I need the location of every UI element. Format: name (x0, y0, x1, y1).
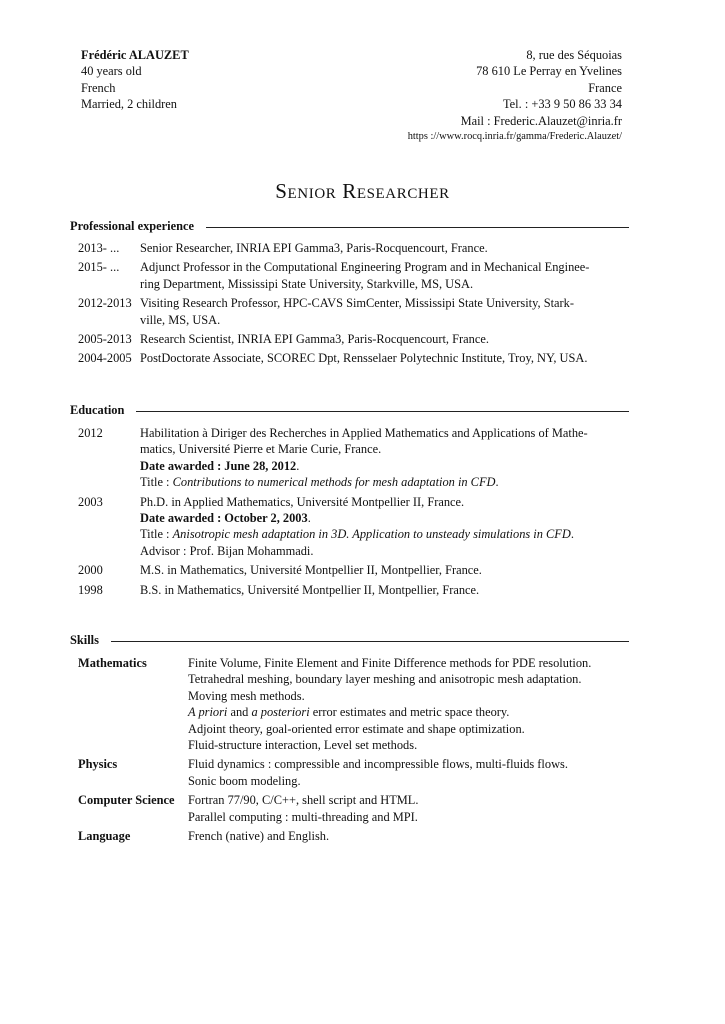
entry-line: Title : Contributions to numerical methods for mesh adaptation in CFD. (140, 475, 499, 490)
section-rule (206, 227, 629, 228)
entry-line: Date awarded : June 28, 2012. (140, 458, 300, 473)
list-item (78, 350, 629, 366)
list-item (78, 259, 629, 292)
skill-line: Fluid-structure interaction, Level set methods. (188, 738, 418, 753)
list-item (78, 425, 629, 491)
skill-category: Computer Science (78, 793, 175, 808)
entry-description (140, 350, 629, 366)
person-family: Married, 2 children (81, 97, 177, 112)
entry-line: Senior Researcher, INRIA EPI Gamma3, Paris-Rocquencourt, France. (140, 241, 488, 255)
person-name: Frédéric ALAUZET (81, 48, 189, 62)
entry-line: Research Scientist, INRIA EPI Gamma3, Paris-Rocquencourt, France. (140, 332, 489, 347)
entry-line: B.S. in Mathematics, Université Montpellier II, Montpellier, France. (140, 582, 480, 597)
entry-line: ville, MS, USA. (140, 312, 221, 327)
entry-years: 2003 (78, 494, 103, 509)
date-awarded: Date awarded : October 2, 2003 (140, 511, 308, 526)
list-item (78, 792, 629, 825)
date-awarded: Date awarded : June 28, 2012 (140, 458, 297, 473)
skill-line: Fortran 77/90, C/C++, shell script and HTML. (188, 793, 419, 808)
skill-description (188, 655, 629, 753)
list-item (78, 240, 629, 256)
entry-years: 2012 (78, 426, 103, 440)
section-heading-experience (70, 218, 629, 234)
skills-list (78, 655, 629, 847)
skill-description (188, 756, 629, 789)
address-line-1: 8, rue des Séquoias (526, 48, 622, 62)
entry-years: 2015- ... (78, 260, 120, 275)
entry-description (140, 494, 629, 560)
email: Mail : Frederic.Alauzet@inria.fr (460, 113, 622, 128)
contact-info (408, 47, 622, 145)
section-title: Education (70, 403, 125, 417)
person-age: 40 years old (81, 64, 142, 79)
homepage-url: https ://www.rocq.inria.fr/gamma/Frederic.Alauzet/ (407, 131, 622, 143)
address-country: France (588, 80, 622, 95)
list-item (78, 828, 629, 844)
entry-line: Visiting Research Professor, HPC-CAVS SimCenter, Mississipi State University, Stark- (140, 296, 574, 311)
emphasis-a-priori: A priori (188, 705, 228, 720)
list-item (78, 494, 629, 560)
skill-line: Sonic boom modeling. (188, 773, 301, 788)
list-item (78, 582, 629, 598)
skill-description (188, 792, 629, 825)
skill-description (188, 828, 629, 844)
skill-line: Moving mesh methods. (188, 688, 305, 703)
entry-years: 2013- ... (78, 241, 120, 255)
entry-years: 1998 (78, 582, 103, 597)
entry-line: Habilitation à Diriger des Recherches in Applied Mathematics and Applications of Mathe- (140, 426, 588, 440)
thesis-title: Anisotropic mesh adaptation in 3D. Application to unsteady simulations in CFD (172, 527, 571, 542)
address-line-2: 78 610 Le Perray en Yvelines (476, 64, 622, 79)
list-item (78, 295, 629, 328)
skill-line: Parallel computing : multi-threading and MPI. (188, 809, 418, 824)
entry-line: M.S. in Mathematics, Université Montpellier II, Montpellier, France. (140, 563, 482, 578)
emphasis-a-posteriori: a posteriori (251, 705, 310, 720)
skill-line-rest: error estimates and metric space theory. (309, 705, 510, 720)
list-item (78, 331, 629, 347)
skill-category: Language (78, 829, 131, 844)
title-prefix: Title : (140, 475, 173, 490)
section-heading-skills (70, 632, 629, 648)
skill-category: Physics (78, 757, 118, 772)
personal-info (81, 47, 189, 113)
conjunction: and (227, 705, 252, 720)
entry-description (140, 562, 629, 578)
list-item (78, 655, 629, 753)
entry-years: 2005-2013 (78, 332, 132, 347)
title-prefix: Title : (140, 527, 173, 542)
entry-years: 2000 (78, 563, 103, 578)
entry-description (140, 259, 629, 292)
skill-line: Tetrahedral meshing, boundary layer meshing and anisotropic mesh adaptation. (188, 672, 582, 687)
entry-description (140, 240, 629, 256)
section-heading-education (70, 402, 629, 418)
skill-line (188, 704, 629, 720)
skill-category: Mathematics (78, 656, 147, 670)
phone: Tel. : +33 9 50 86 33 34 (502, 97, 622, 112)
entry-description (140, 582, 629, 598)
skill-line: French (native) and English. (188, 829, 330, 844)
education-list (78, 425, 629, 601)
skill-line: Finite Volume, Finite Element and Finite Difference methods for PDE resolution. (188, 656, 592, 670)
skill-line: Fluid dynamics : compressible and incompressible flows, multi-fluids flows. (188, 757, 568, 772)
thesis-title: Contributions to numerical methods for mesh adaptation in CFD (172, 475, 496, 490)
entry-line: Advisor : Prof. Bijan Mohammadi. (140, 543, 314, 558)
skill-line: Adjoint theory, goal-oriented error estimate and shape optimization. (188, 721, 525, 736)
document-title: Senior Researcher (275, 179, 450, 203)
entry-line: Adjunct Professor in the Computational Engineering Program and in Mechanical Enginee- (140, 260, 590, 275)
person-nationality: French (81, 80, 116, 95)
entry-line: Date awarded : October 2, 2003. (140, 511, 311, 526)
entry-line: ring Department, Mississipi State University, Starkville, MS, USA. (140, 276, 474, 291)
entry-description (140, 295, 629, 328)
list-item (78, 756, 629, 789)
experience-list (78, 240, 629, 370)
entry-line: Title : Anisotropic mesh adaptation in 3D. Application to unsteady simulations in CFD. (140, 527, 574, 542)
entry-line: PostDoctorate Associate, SCOREC Dpt, Rensselaer Polytechnic Institute, Troy, NY, USA. (140, 351, 588, 366)
entry-description (140, 331, 629, 347)
section-rule (111, 641, 629, 642)
entry-years: 2012-2013 (78, 296, 132, 311)
entry-years: 2004-2005 (78, 351, 132, 366)
list-item (78, 562, 629, 578)
entry-description (140, 425, 629, 491)
section-rule (136, 411, 629, 412)
entry-line: matics, Université Pierre et Marie Curie, France. (140, 442, 382, 457)
section-title: Skills (70, 633, 99, 647)
section-title: Professional experience (70, 219, 194, 233)
entry-line: Ph.D. in Applied Mathematics, Université Montpellier II, France. (140, 494, 465, 509)
